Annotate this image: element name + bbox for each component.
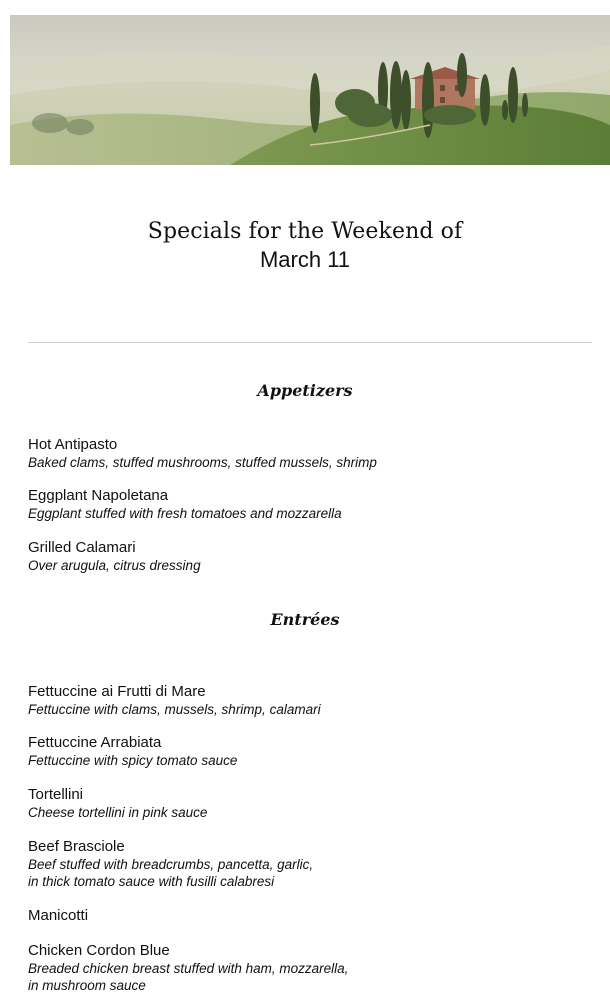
item-name: Tortellini xyxy=(28,786,84,803)
item-description: Beef stuffed with breadcrumbs, pancetta, garlic, in thick tomato sauce with fusilli calabresi xyxy=(28,857,314,889)
item-name: Beef Brasciole xyxy=(28,838,125,855)
menu-item xyxy=(28,907,588,925)
item-description: Fettuccine with clams, mussels, shrimp, calamari xyxy=(28,702,321,717)
menu-item xyxy=(28,734,588,769)
item-name: Fettuccine Arrabiata xyxy=(28,734,162,751)
item-description: Over arugula, citrus dressing xyxy=(28,558,201,573)
item-name: Hot Antipasto xyxy=(28,436,118,453)
menu-item xyxy=(28,838,588,890)
menu-item xyxy=(28,436,588,471)
menu-item xyxy=(28,942,588,994)
page-title xyxy=(0,218,610,274)
banner-image xyxy=(10,15,610,165)
tuscan-villa-landscape-icon xyxy=(10,15,610,165)
title-line-1: Specials for the Weekend of xyxy=(147,219,463,244)
item-name: Chicken Cordon Blue xyxy=(28,942,170,959)
menu-item xyxy=(28,487,588,522)
menu-item xyxy=(28,683,588,718)
item-description: Fettuccine with spicy tomato sauce xyxy=(28,753,238,768)
item-description: Breaded chicken breast stuffed with ham, mozzarella, in mushroom sauce xyxy=(28,961,349,993)
item-description: Cheese tortellini in pink sauce xyxy=(28,805,208,820)
item-name: Fettuccine ai Frutti di Mare xyxy=(28,683,206,700)
item-description: Baked clams, stuffed mushrooms, stuffed mussels, shrimp xyxy=(28,455,377,470)
section-heading-appetizers: Appetizers xyxy=(257,381,353,400)
item-name: Manicotti xyxy=(28,907,89,924)
item-name: Eggplant Napoletana xyxy=(28,487,169,504)
item-name: Grilled Calamari xyxy=(28,539,136,556)
menu-item xyxy=(28,539,588,574)
divider xyxy=(28,342,592,343)
item-description: Eggplant stuffed with fresh tomatoes and mozzarella xyxy=(28,506,342,521)
menu-item xyxy=(28,786,588,821)
section-heading-entrees: Entrées xyxy=(270,610,340,629)
title-date: March 11 xyxy=(259,247,351,272)
